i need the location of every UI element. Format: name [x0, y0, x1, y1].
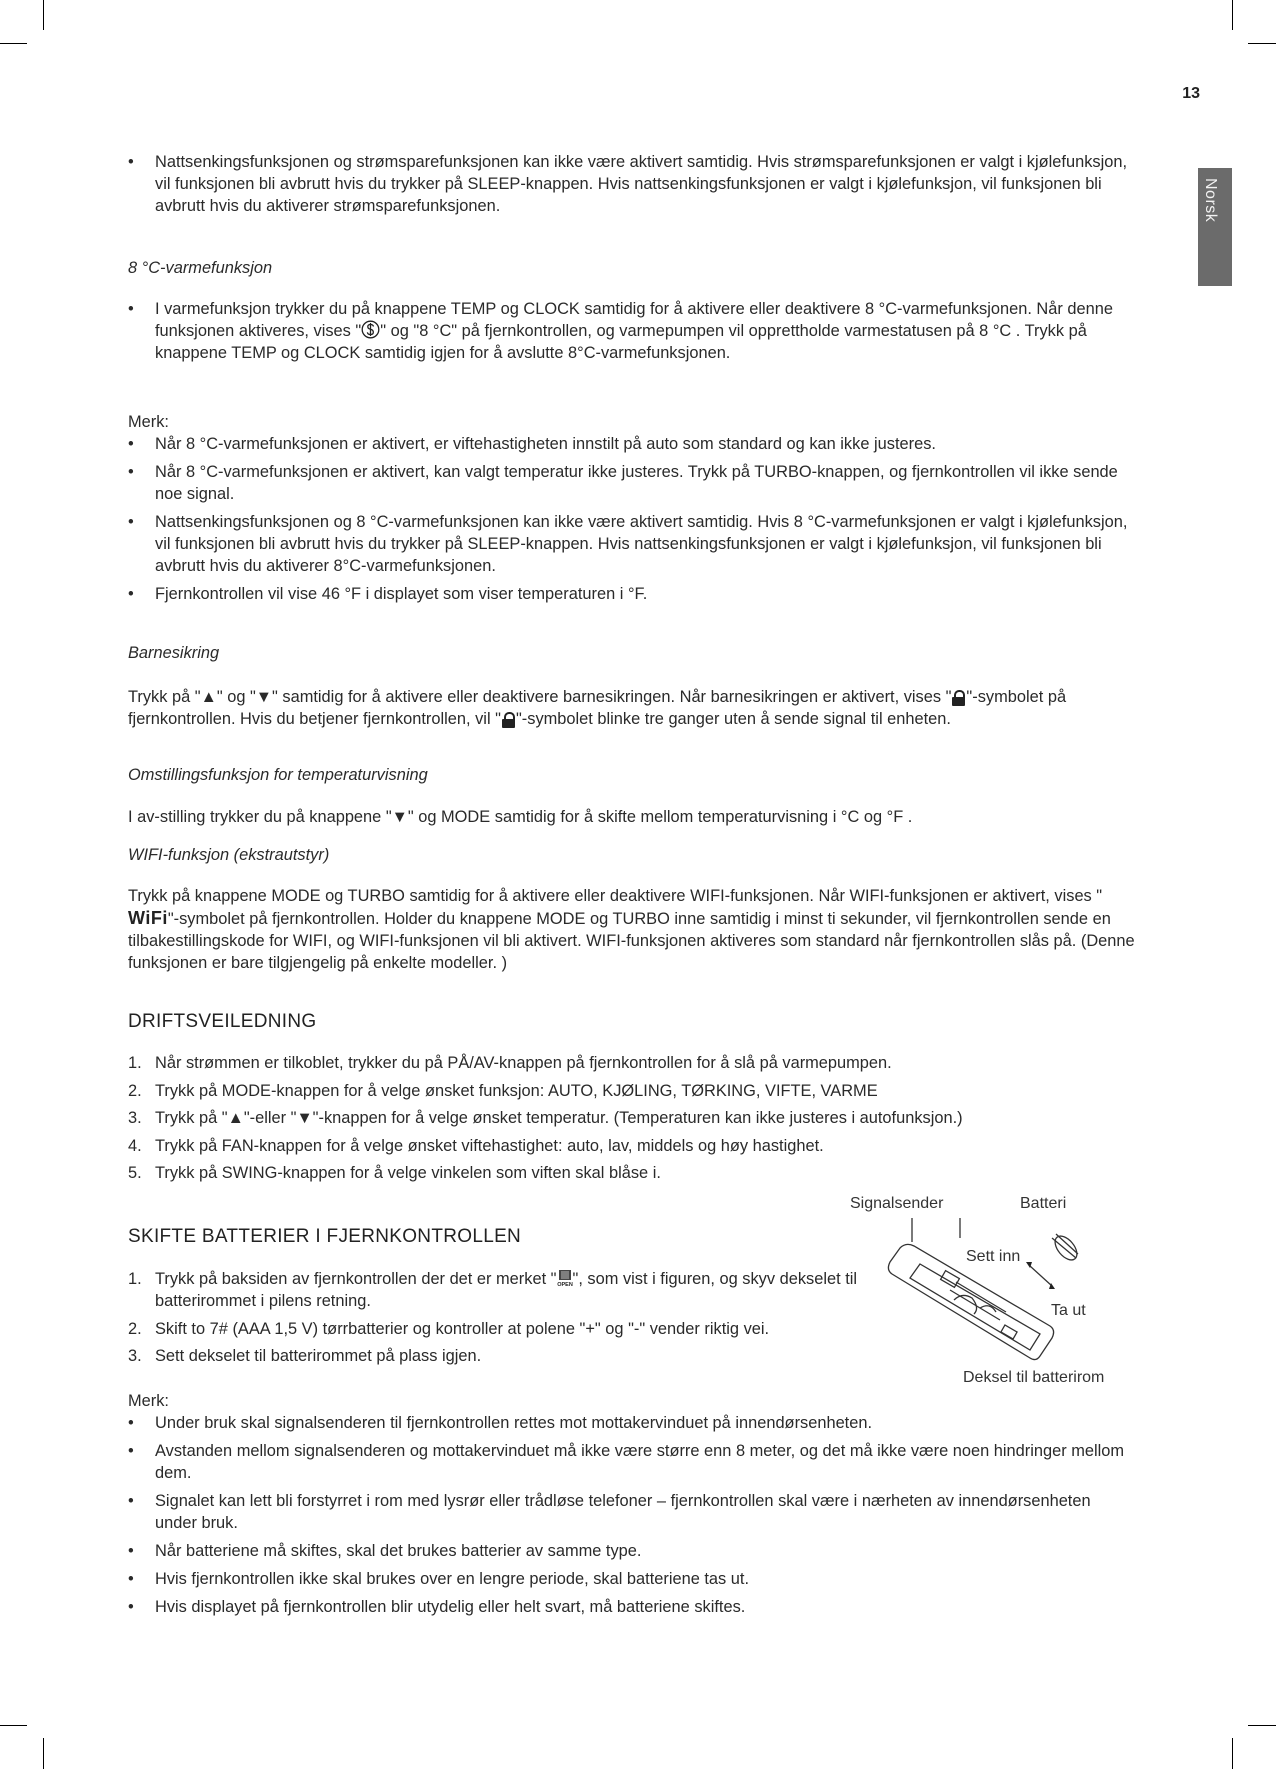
step-text: ", som vist i figuren, og skyv dekselet til batterirommet i pilens retning.	[155, 1270, 858, 1310]
note-label: Merk:	[128, 1392, 169, 1410]
crop-mark	[1248, 1725, 1276, 1726]
list-item: • Nattsenkingsfunksjonen og 8 °C-varmefunksjonen kan ikke være aktivert samtidig. Hvis 8 °C-varmefunksjonen er valgt i kjølefunksjon, vil funksjonen bli avbrutt hvis du trykker på SLEEP-knappen. Hvis nattsenkingsfunksjonen er valgt i kjølefunksjon, vil funksjonen bli avbrutt hvis du aktiverer 8°C-varmefunksjonen.	[128, 511, 1128, 577]
list-item: • Under bruk skal signalsenderen til fjernkontrollen rettes mot mottakervinduet på innendørsenheten.	[128, 1412, 1128, 1434]
section-heading-batteries: SKIFTE BATTERIER I FJERNKONTROLLEN	[128, 1226, 522, 1247]
list-item	[128, 298, 1128, 364]
battery-steps	[128, 1268, 868, 1373]
list-item: • Avstanden mellom signalsenderen og mottakervinduet må ikke være større enn 8 meter, og det må ikke være noen hindringer mellom dem.	[128, 1440, 1128, 1484]
list-item: • Fjernkontrollen vil vise 46 °F i displayet som viser temperaturen i °F.	[128, 583, 1128, 605]
text: "-symbolet på fjernkontrollen. Hvis du betjener fjernkontrollen, vil "	[128, 688, 1067, 728]
language-tab	[1198, 168, 1232, 286]
lock-icon	[502, 712, 515, 727]
open-mark: OPEN	[556, 1282, 573, 1287]
crop-mark	[1232, 0, 1233, 30]
list-item: • Nattsenkingsfunksjonen og strømsparefunksjonen kan ikke være aktivert samtidig. Hvis strømsparefunksjonen er valgt i kjølefunksjon, vil funksjonen bli avbrutt hvis du trykker på SLEEP-knappen. Hvis nattsenkingsfunksjonen er valgt i kjølefunksjon, vil funksjonen bli avbrutt hvis du aktiverer strømsparefunksjonen.	[128, 151, 1128, 217]
step-number: 1.	[128, 1270, 142, 1288]
step-number: 3.	[128, 1347, 142, 1365]
step-number: 3.	[128, 1109, 142, 1127]
step-number: 1.	[128, 1054, 142, 1072]
child-lock-text	[128, 686, 1138, 730]
step-number: 2.	[128, 1319, 142, 1338]
list-item	[128, 1135, 1128, 1157]
step-number: 4.	[128, 1136, 142, 1155]
step-text: Trykk på MODE-knappen for å velge ønsket funksjon: AUTO, KJØLING, TØRKING, VIFTE, VARME	[155, 1081, 878, 1100]
text: "-symbolet på fjernkontrollen. Holder du knappene MODE og TURBO inne samtidig i minst ti sekunder, vil fjernkontrollen sende en tilbakestillingskode for WIFI, og WIFI-funksjonen vil bli aktivert. WIFI-funksjonen aktiveres som standard når fjernkontrollen slås på. (Denne funksjonen er bare tilgjengelig på enkelte modeller. )	[128, 910, 1135, 972]
step-number: 2.	[128, 1081, 142, 1100]
step-text: Sett dekselet til batterirommet på plass igjen.	[155, 1347, 482, 1365]
step-text: Trykk på SWING-knappen for å velge vinkelen som viften skal blåse i.	[155, 1164, 661, 1182]
text: Trykk på "▲" og "▼" samtidig for å aktivere eller deaktivere barnesikringen. Når barnesikringen er aktivert, vises "	[128, 688, 952, 706]
remote-control-illustration	[880, 1216, 1080, 1366]
wifi-text	[128, 885, 1138, 974]
section-heading-temp-display: Omstillingsfunksjon for temperaturvisning	[128, 766, 428, 784]
label-remove: Ta ut	[1051, 1302, 1086, 1319]
section-heading-wifi: WIFI-funksjon (ekstrautstyr)	[128, 846, 330, 864]
temp-display-text: I av-stilling trykker du på knappene "▼" og MODE samtidig for å skifte mellom temperaturvisning i °C og °F .	[128, 808, 913, 826]
page-number: 13	[1182, 85, 1200, 102]
heat8-bullets	[128, 298, 1128, 370]
text: " og "8 °C" på fjernkontrollen, og varmepumpen vil opprettholde varmestatusen på 8 °C . Trykk på knappene TEMP og CLOCK samtidig igjen for å avslutte 8°C-varmefunksjonen.	[155, 322, 1087, 362]
crop-mark	[1232, 1738, 1233, 1769]
crop-mark	[43, 1738, 44, 1769]
list-item	[128, 1318, 868, 1340]
language-tab-label: Norsk	[1202, 178, 1219, 223]
text: Trykk på knappene MODE og TURBO samtidig for å aktivere eller deaktivere WIFI-funksjonen. Når WIFI-funksjonen er aktivert, vises "	[128, 887, 1103, 905]
operation-steps	[128, 1052, 1128, 1190]
list-item: • Når 8 °C-varmefunksjonen er aktivert, er viftehastigheten innstilt på auto som standard og kan ikke justeres.	[128, 433, 1128, 455]
lock-icon	[952, 690, 965, 705]
battery-notes	[128, 1412, 1128, 1624]
open-cover-icon	[557, 1269, 573, 1287]
label-insert: Sett inn	[966, 1248, 1021, 1265]
list-item	[128, 1080, 1128, 1102]
crop-mark	[1248, 43, 1276, 44]
note-label: Merk:	[128, 413, 169, 431]
section-heading-child-lock: Barnesikring	[128, 644, 220, 662]
step-text: Skift to 7# (AAA 1,5 V) tørrbatterier og kontroller at polene "+" og "-" vender riktig vei.	[155, 1319, 770, 1338]
section-heading-heat8: 8 °C-varmefunksjon	[128, 259, 273, 277]
wifi-icon: WiFi	[128, 908, 168, 928]
text: I varmefunksjon trykker du på knappene TEMP og CLOCK samtidig for å aktivere eller deaktivere 8 °C-varmefunksjonen. Når denne funksjonen aktiveres, vises "	[155, 300, 1113, 340]
heat8-symbol-icon	[361, 320, 380, 339]
list-item	[128, 1052, 1128, 1074]
step-text: Når strømmen er tilkoblet, trykker du på PÅ/AV-knappen på fjernkontrollen for å slå på varmepumpen.	[155, 1054, 892, 1072]
crop-mark	[0, 43, 27, 44]
list-item	[128, 1268, 868, 1312]
list-item: • Når 8 °C-varmefunksjonen er aktivert, kan valgt temperatur ikke justeres. Trykk på TURBO-knappen, og fjernkontrollen vil ikke sende noe signal.	[128, 461, 1128, 505]
step-text: Trykk på baksiden av fjernkontrollen der det er merket "	[155, 1270, 557, 1288]
list-item: • Hvis fjernkontrollen ikke skal brukes over en lengre periode, skal batteriene tas ut.	[128, 1568, 1128, 1590]
crop-mark	[43, 0, 44, 30]
list-item	[128, 1107, 1128, 1129]
list-item: • Når batteriene må skiftes, skal det brukes batterier av samme type.	[128, 1540, 1128, 1562]
crop-mark	[0, 1725, 27, 1726]
list-item	[128, 1162, 1128, 1184]
step-text: Trykk på "▲"-eller "▼"-knappen for å velge ønsket temperatur. (Temperaturen kan ikke justeres i autofunksjon.)	[155, 1109, 963, 1127]
heat8-notes	[128, 433, 1128, 611]
step-number: 5.	[128, 1164, 142, 1182]
text: "-symbolet blinke tre ganger uten å sende signal til enheten.	[515, 710, 951, 728]
list-item: • Hvis displayet på fjernkontrollen blir utydelig eller helt svart, må batteriene skiftes.	[128, 1596, 1128, 1618]
intro-bullets	[128, 151, 1128, 223]
list-item	[128, 1345, 868, 1367]
label-cover: Deksel til batterirom	[963, 1369, 1105, 1386]
label-battery: Batteri	[1020, 1195, 1067, 1212]
section-heading-operation: DRIFTSVEILEDNING	[128, 1011, 317, 1032]
label-signal-sender: Signalsender	[850, 1195, 944, 1212]
step-text: Trykk på FAN-knappen for å velge ønsket viftehastighet: auto, lav, middels og høy hastighet.	[155, 1136, 824, 1155]
list-item: • Signalet kan lett bli forstyrret i rom med lysrør eller trådløse telefoner – fjernkontrollen skal være i nærheten av innendørsenheten under bruk.	[128, 1490, 1128, 1534]
